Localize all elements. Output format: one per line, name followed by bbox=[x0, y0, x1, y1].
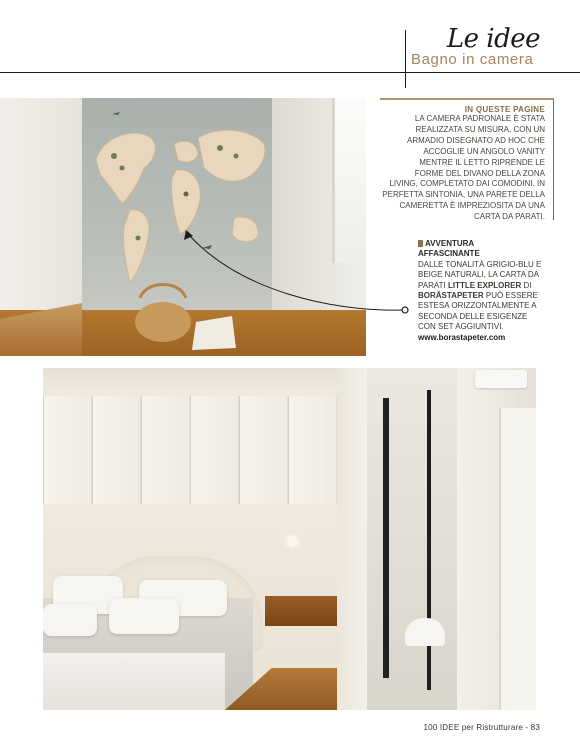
header-title: Le idee bbox=[446, 24, 540, 54]
caption-line: CAMERETTA È IMPREZIOSITA DA UNA bbox=[399, 201, 545, 211]
bed-throw bbox=[43, 653, 225, 710]
caption-heading: IN QUESTE PAGINE bbox=[464, 105, 545, 114]
room-door bbox=[499, 408, 536, 710]
caption-line: CARTA DA PARATI. bbox=[474, 212, 545, 222]
wallpaper-note bbox=[418, 239, 546, 343]
note-title-line2: AFFASCINANTE bbox=[418, 249, 480, 259]
wardrobe-door bbox=[288, 396, 337, 504]
caption-line: FORME DEL DIVANO DELLA ZONA bbox=[414, 168, 545, 178]
caption-line: ACCOGLIE UN ANGOLO VANITY bbox=[423, 146, 545, 156]
caption-line: MENTRE IL LETTO RIPRENDE LE bbox=[419, 157, 545, 167]
air-conditioner bbox=[475, 370, 527, 388]
world-map-illustration bbox=[82, 98, 272, 312]
wall-pillar bbox=[337, 368, 367, 710]
wardrobe-door bbox=[92, 396, 141, 504]
world-map-wallpaper bbox=[82, 98, 272, 312]
caption-box bbox=[380, 98, 554, 220]
wall-lamp bbox=[287, 536, 298, 547]
bedroom-photo bbox=[43, 368, 536, 710]
overhead-wardrobe bbox=[43, 396, 337, 504]
header-subtitle: Bagno in camera bbox=[411, 51, 534, 68]
caption-line: ARMADIO DISEGNATO AD HOC CHE bbox=[407, 135, 545, 145]
caption-line: LIVING, COMPLETATO DAI COMODINI. IN bbox=[389, 179, 545, 189]
header-rule bbox=[0, 72, 580, 73]
square-bullet-icon bbox=[418, 240, 423, 247]
brand-link[interactable]: www.borastapeter.com bbox=[418, 332, 506, 342]
product-name: LITTLE EXPLORER bbox=[447, 280, 522, 290]
nursery-photo bbox=[0, 98, 366, 356]
header-vertical-rule bbox=[405, 30, 406, 88]
page-footer: 100 IDEE per Ristrutturare - 83 bbox=[423, 723, 540, 732]
glass-door-frame bbox=[383, 398, 389, 678]
floating-nightstand bbox=[265, 596, 339, 626]
wardrobe-door bbox=[141, 396, 190, 504]
pillow bbox=[43, 604, 97, 636]
wardrobe-door bbox=[239, 396, 288, 504]
bathtub bbox=[405, 618, 445, 646]
caption-line: PERFETTA SINTONIA, UNA PARETE DELLA bbox=[382, 190, 545, 200]
note-title-line1: AVVENTURA bbox=[425, 239, 475, 248]
pillow bbox=[109, 598, 179, 634]
brand-name: BORÅSTAPETER bbox=[418, 291, 484, 301]
pointer-dot bbox=[402, 307, 408, 313]
nursery-window bbox=[332, 98, 366, 263]
wardrobe-door bbox=[190, 396, 239, 504]
caption-line: LA CAMERA PADRONALE È STATA bbox=[414, 114, 545, 123]
note-text: DI bbox=[523, 280, 532, 290]
wardrobe-door bbox=[43, 396, 92, 504]
ensuite-bathroom bbox=[367, 368, 457, 710]
note-text: DALLE TONALITÀ GRIGIO-BLU E BEIGE NATURALI, LA CARTA DA PARATI bbox=[418, 259, 542, 290]
note-text: PUÒ ESSERE ESTESA ORIZZONTALMENTE A SECONDA DELLE ESIGENZE CON SET AGGIUNTIVI. bbox=[418, 291, 538, 332]
caption-line: REALIZZATA SU MISURA, CON UN bbox=[415, 124, 545, 134]
note-title bbox=[418, 239, 546, 249]
